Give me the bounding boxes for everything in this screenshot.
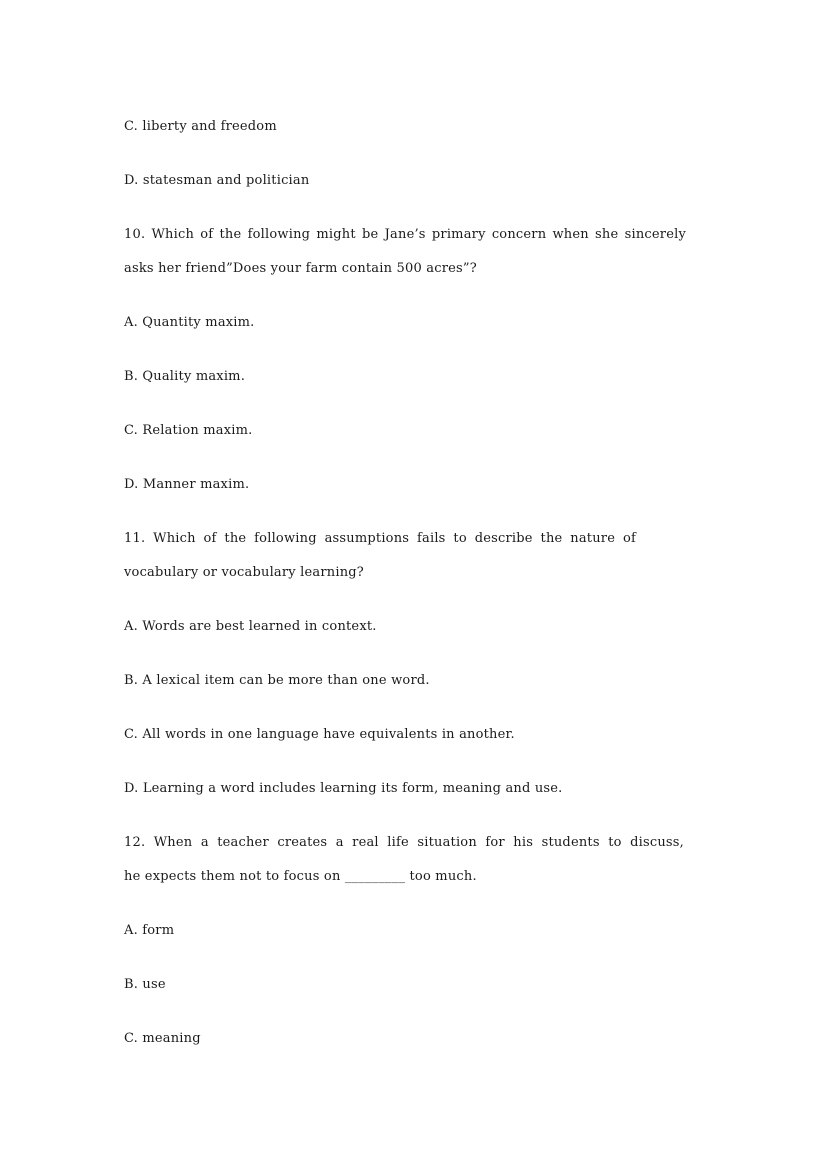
- q9-option-d: D. statesman and politician: [124, 173, 310, 188]
- q12-option-a: A. form: [124, 923, 175, 938]
- q10-option-a: A. Quantity maxim.: [124, 315, 255, 330]
- q10-option-d: D. Manner maxim.: [124, 477, 250, 492]
- q10-stem-line2: asks her friend”Does your farm contain 500 acres”?: [124, 261, 477, 276]
- q12-option-b: B. use: [124, 977, 166, 992]
- q11-option-a: A. Words are best learned in context.: [124, 619, 377, 634]
- q11-stem-line2: vocabulary or vocabulary learning?: [124, 565, 364, 580]
- q11-stem-line1: 11. Which of the following assumptions fails to describe the nature of: [124, 531, 636, 546]
- q11-option-c: C. All words in one language have equivalents in another.: [124, 727, 515, 742]
- q10-option-b: B. Quality maxim.: [124, 369, 246, 384]
- q12-stem-line1: 12. When a teacher creates a real life situation for his students to discuss,: [124, 835, 684, 850]
- q9-option-c: C. liberty and freedom: [124, 119, 277, 134]
- q10-stem-line1: 10. Which of the following might be Jane’s primary concern when she sincerely: [124, 227, 686, 242]
- q12-option-c: C. meaning: [124, 1031, 201, 1046]
- q10-option-c: C. Relation maxim.: [124, 423, 253, 438]
- q11-option-b: B. A lexical item can be more than one word.: [124, 673, 430, 688]
- q11-option-d: D. Learning a word includes learning its form, meaning and use.: [124, 781, 563, 796]
- q12-stem-line2: he expects them not to focus on _________ too much.: [124, 869, 477, 884]
